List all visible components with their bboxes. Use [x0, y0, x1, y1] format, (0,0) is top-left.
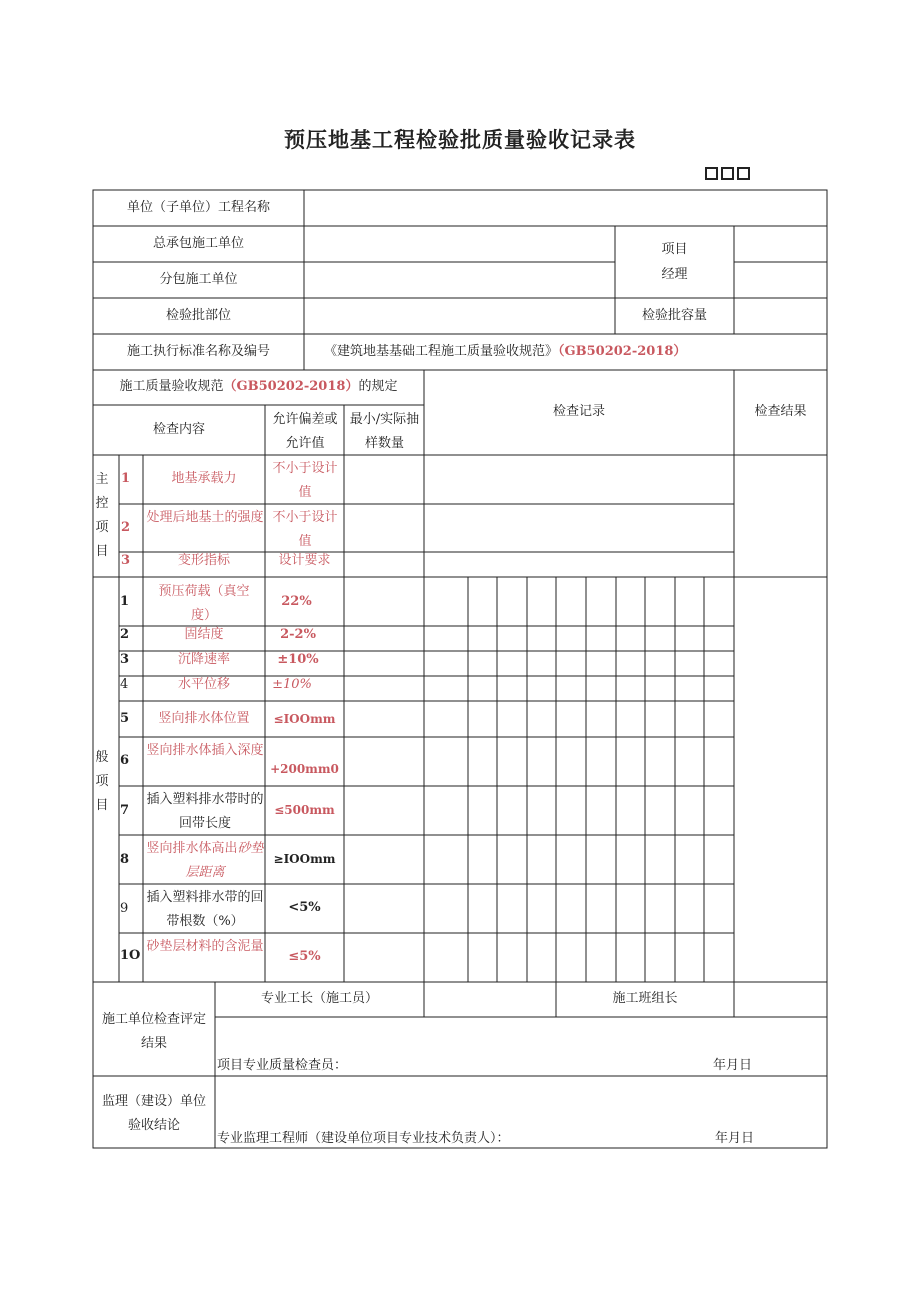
general-item-4-no: 4 [120, 677, 129, 692]
main-item-1-name: 地基承载力 [171, 471, 237, 486]
spec-header: 施工质量验收规范（GB50202-2018）的规定 [119, 379, 398, 394]
supervision-engineer-label: 专业监理工程师（建设单位项目专业技术负责人）： [217, 1131, 510, 1146]
unit-project-label: 单位（子单位）工程名称 [126, 200, 270, 215]
inspection-part-label: 检验批部位 [165, 308, 231, 323]
general-item-6-name: 竖向排水体插入深度 [146, 743, 264, 758]
date-label-2: 年月日 [715, 1131, 755, 1146]
general-item-6-no: 6 [120, 753, 130, 768]
standard-value: 《建筑地基基础工程施工质量验收规范》（GB50202-2018） [324, 344, 687, 359]
general-item-1-value: 22% [281, 594, 312, 609]
sample-header: 最小/实际抽样数量 [349, 412, 420, 451]
standard-label: 施工执行标准名称及编号 [126, 344, 270, 359]
general-item-8-value: ≥IOOmm [273, 852, 336, 866]
main-item-2-value: 不小于设计值 [272, 510, 338, 549]
inspection-capacity-label: 检验批容量 [641, 308, 707, 323]
subcontractor-label: 分包施工单位 [159, 272, 238, 287]
date-label-1: 年月日 [713, 1058, 753, 1073]
main-item-3-name: 变形指标 [177, 553, 230, 568]
main-item-3-value: 设计要求 [278, 553, 331, 568]
general-item-2-no: 2 [120, 627, 130, 642]
main-item-1-value: 不小于设计值 [272, 461, 338, 500]
general-item-7-value: ≤500mm [274, 803, 335, 817]
main-item-2-name: 处理后地基土的强度 [146, 510, 264, 525]
main-item-2-no: 2 [121, 520, 131, 535]
check-content-header: 检查内容 [152, 422, 205, 437]
project-manager-label-2: 经理 [661, 267, 688, 282]
general-item-3-no: 3 [120, 652, 130, 667]
general-item-2-value: 2-2% [280, 627, 316, 642]
quality-inspector-label: 项目专业质量检查员： [217, 1058, 348, 1073]
general-item-9-value: <5% [288, 900, 321, 915]
general-group-label: 般项目 [95, 750, 109, 813]
foreman-label: 专业工长（施工员） [260, 991, 378, 1006]
main-item-1-no: 1 [121, 471, 131, 486]
general-item-2-name: 固结度 [184, 627, 224, 642]
general-item-3-value: ±10% [277, 652, 319, 667]
general-item-10-no: 1O [120, 948, 141, 963]
general-item-10-value: ≤5% [288, 949, 321, 964]
team-leader-label: 施工班组长 [612, 991, 678, 1006]
general-item-5-name: 竖向排水体位置 [158, 711, 250, 726]
general-item-7-no: 7 [120, 803, 130, 818]
general-item-1-no: 1 [120, 594, 130, 609]
main-item-3-no: 3 [121, 553, 131, 568]
supervision-label: 监理（建设）单位验收结论 [101, 1094, 206, 1133]
general-contractor-label: 总承包施工单位 [152, 236, 244, 251]
general-item-9-no: 9 [120, 901, 129, 916]
general-item-8-no: 8 [120, 852, 130, 867]
page-title: 预压地基工程检验批质量验收记录表 [284, 128, 636, 152]
general-item-9-name: 插入塑料排水带的回带根数（%） [146, 890, 264, 929]
general-item-7-name: 插入塑料排水带时的回带长度 [146, 792, 264, 831]
general-item-4-name: 水平位移 [177, 677, 230, 692]
tolerance-header: 允许偏差或允许值 [272, 412, 338, 451]
general-item-4-value: ±10% [272, 677, 312, 692]
general-item-10-name: 砂垫层材料的含泥量 [146, 939, 264, 954]
general-item-5-value: ≤IOOmm [273, 712, 336, 726]
check-record-header: 检查记录 [552, 404, 605, 419]
project-manager-label: 项目 [661, 242, 688, 257]
general-item-5-no: 5 [120, 711, 130, 726]
general-item-6-value: +200mm0 [270, 762, 339, 776]
general-item-1-name: 预压荷载（真空度） [158, 584, 250, 623]
construction-eval-label: 施工单位检查评定结果 [101, 1012, 206, 1051]
main-control-group-label: 主控项目 [95, 472, 109, 559]
general-item-8-name: 竖向排水体高出砂垫层距离 [146, 841, 264, 880]
general-item-3-name: 沉降速率 [177, 652, 230, 667]
check-result-header: 检查结果 [754, 404, 807, 419]
